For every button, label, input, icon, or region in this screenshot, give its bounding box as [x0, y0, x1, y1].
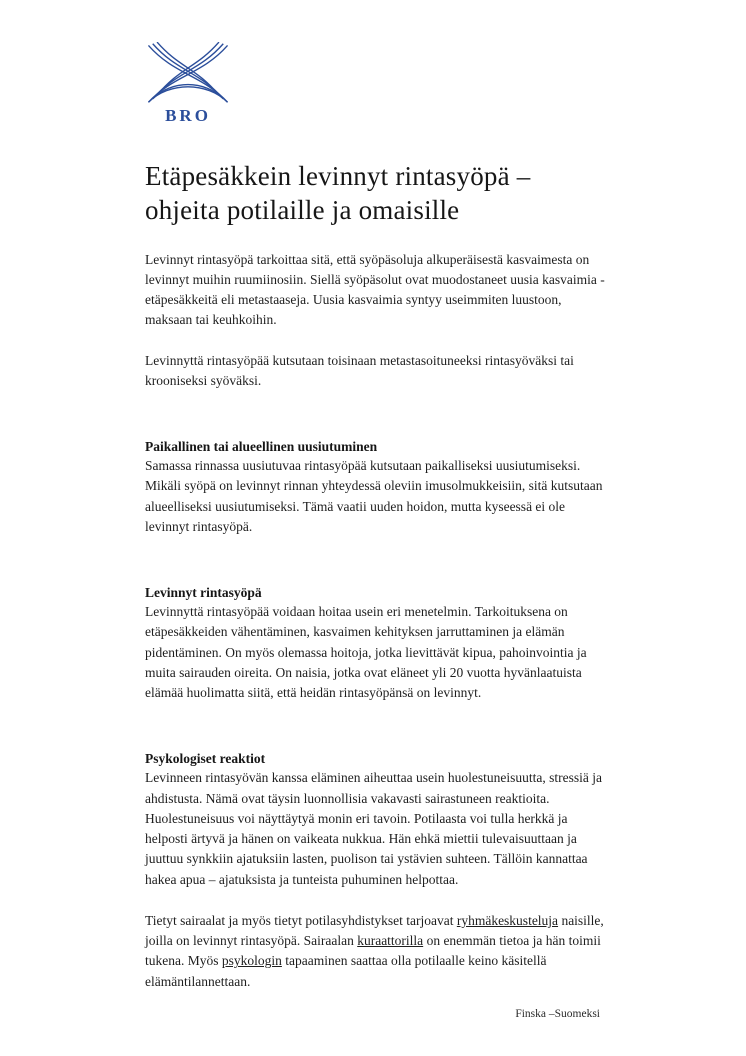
logo-wordmark: BRO	[165, 106, 211, 125]
organization-logo	[145, 42, 231, 126]
page-title-line1: Etäpesäkkein levinnyt rintasyöpä –	[145, 161, 531, 191]
document-content	[145, 42, 607, 1005]
support-text-2: naisille, joilla on levinnyt rintasyöpä. Sairaalan	[145, 912, 604, 948]
link-hospital-counselor[interactable]: kuraattorilla	[357, 933, 424, 948]
section-body: Levinnyttä rintasyöpää voidaan hoitaa usein eri menetelmin. Tarkoituksena on etäpesäkkeiden vähentäminen, kasvaimen kehityksen jarruttaminen ja elämän pidentäminen. On myös olemassa hoitoja, jotka lievittävät kipua, pahoinvointia ja muita sairauden oireita. On naisia, jotka ovat eläneet yli 20 vuotta hyvänlaatuista elämää huolimatta siitä, että heidän rintasyöpänsä on levinnyt.	[145, 604, 587, 700]
section-metastatic-cancer	[145, 585, 607, 703]
section-body: Samassa rinnassa uusiutuvaa rintasyöpää kutsutaan paikalliseksi uusiutumiseksi. Mikäli syöpä on levinnyt rinnan yhteydessä oleviin imusolmukkeisiin, sitä kutsutaan alueelliseksi uusiutumiseksi. Tämä vaatii uuden hoidon, mutta kyseessä ei ole levinnyt rintasyöpä.	[145, 458, 603, 534]
section-heading: Levinnyt rintasyöpä	[145, 585, 262, 600]
intro-paragraph-1: Levinnyt rintasyöpä tarkoittaa sitä, että syöpäsoluja alkuperäisestä kasvaimesta on levinnyt muihin ruumiinosiin. Siellä syöpäsolut ovat muodostaneet uusia kasvaimia - etäpesäkkeitä eli metastaaseja. Uusia kasvaimia syntyy useimmiten luustoon, maksaan tai keuhkoihin.	[145, 251, 605, 328]
footer-language-note: Finska –Suomeksi	[515, 1008, 600, 1020]
support-paragraph	[145, 911, 607, 992]
bro-logo-icon	[145, 42, 231, 104]
section-heading: Psykologiset reaktiot	[145, 751, 266, 767]
intro-paragraph-2: Levinnyttä rintasyöpää kutsutaan toisinaan metastasoituneeksi rintasyöväksi tai krooniseksi syöväksi.	[145, 352, 574, 388]
section-psychological-reactions	[145, 751, 607, 890]
page-title	[145, 160, 607, 228]
section-local-recurrence	[145, 439, 607, 537]
link-group-discussions[interactable]: ryhmäkeskusteluja	[456, 912, 559, 928]
support-text-3: on enemmän tietoa ja hän toimii tukena. Myös	[145, 933, 601, 969]
page-title-line2: ohjeita potilaille ja omaisille	[145, 194, 460, 225]
section-heading: Paikallinen tai alueellinen uusiutuminen	[145, 439, 378, 454]
link-psychologist[interactable]: psykologin	[221, 953, 282, 969]
support-text-1: Tietyt sairaalat ja myös tietyt potilasyhdistykset tarjoavat	[145, 912, 457, 928]
support-text-4: tapaaminen saattaa olla potilaalle keino käsitellä elämäntilannettaan.	[145, 953, 547, 989]
section-body: Levinneen rintasyövän kanssa eläminen aiheuttaa usein huolestuneisuutta, stressiä ja ahdistusta. Nämä ovat täysin luonnollisia vakavasti sairastuneen reaktioita. Huolestuneisuus voi näyttäytyä monin eri tavoin. Potilaasta voi tulla herkkä ja helposti ärtyvä ja hänen on vaikeata nukkua. Hän ehkä miettii tulevaisuuttaan ja juuttuu synkkiin ajatuksiin lasten, puolison tai ystävien suhteen. Tällöin kannattaa hakea apua – ajatuksista ja tunteista puhuminen helpottaa.	[145, 770, 602, 887]
